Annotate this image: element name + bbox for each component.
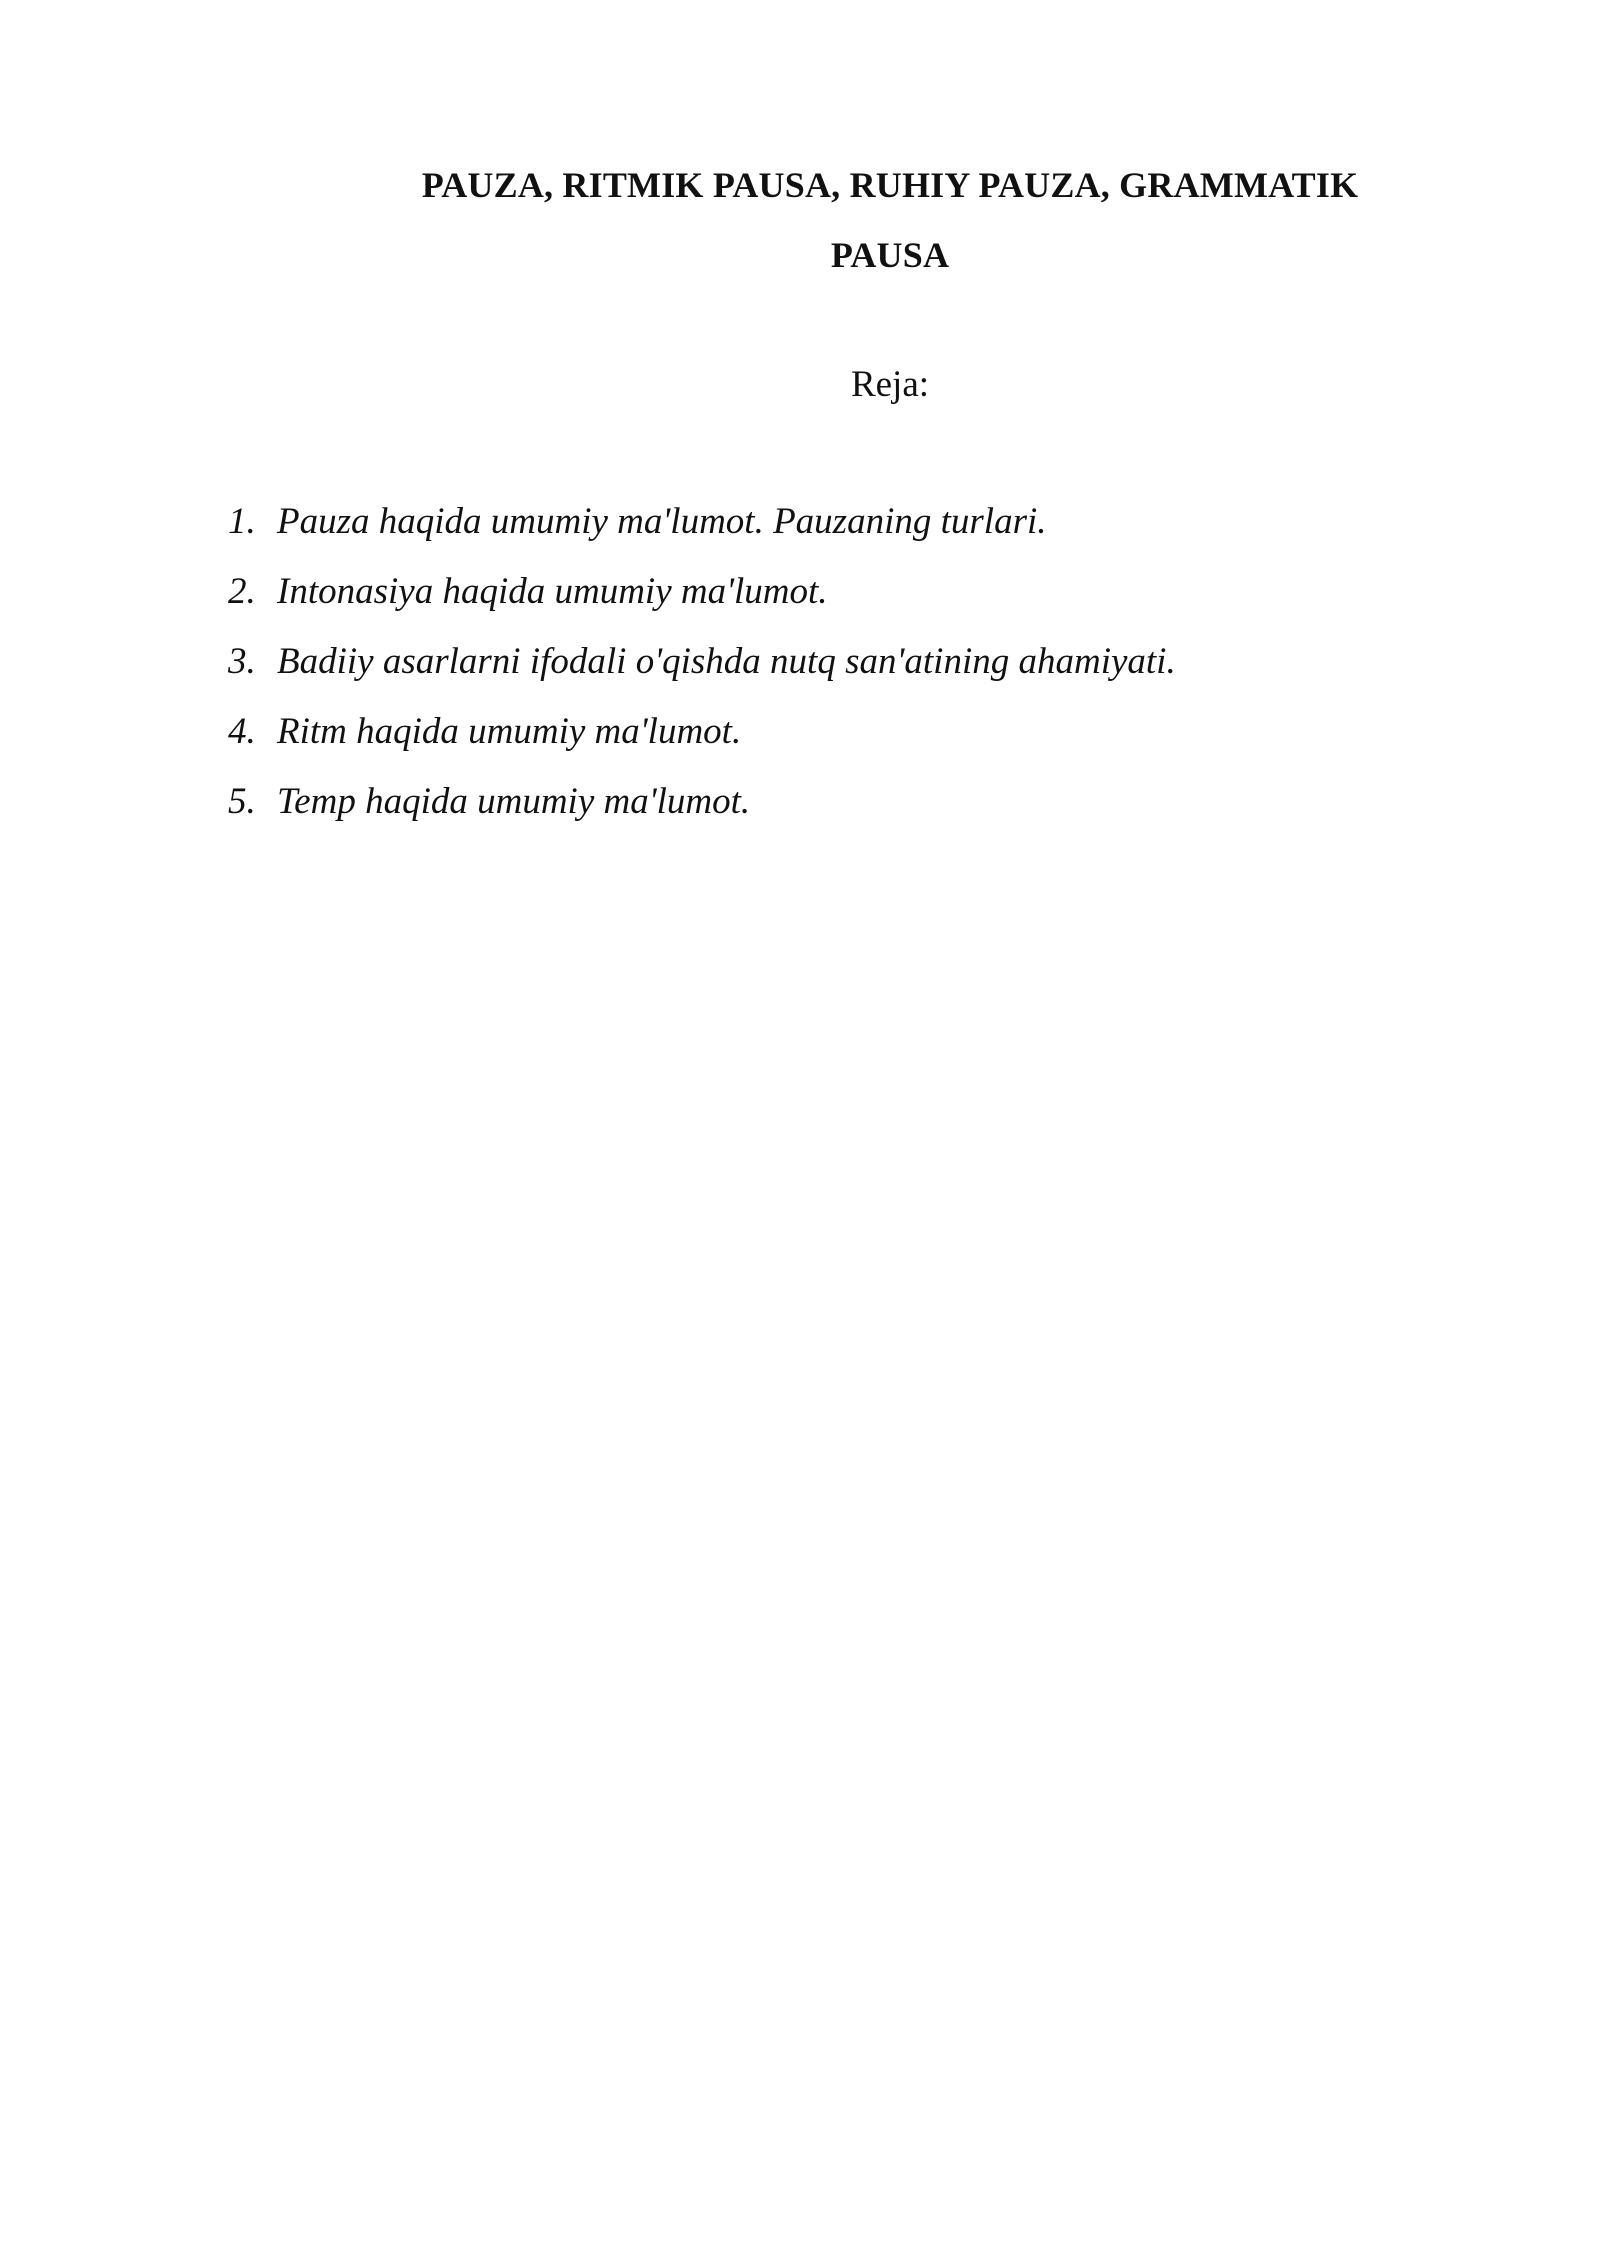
plan-item-number: 1. xyxy=(228,501,256,542)
plan-item-number: 2. xyxy=(228,571,256,612)
plan-item-text: Temp haqida umumiy ma'lumot. xyxy=(277,781,751,822)
plan-item-number: 4. xyxy=(228,711,256,752)
page-title xyxy=(340,150,1440,290)
plan-heading: Reja: xyxy=(850,364,930,405)
plan-item xyxy=(228,497,1428,567)
plan-item xyxy=(228,567,1428,637)
plan-item xyxy=(228,637,1428,707)
plan-item-text: Intonasiya haqida umumiy ma'lumot. xyxy=(277,571,828,612)
plan-item xyxy=(228,707,1428,777)
plan-list xyxy=(228,497,1428,847)
plan-item-number: 3. xyxy=(228,641,256,682)
plan-item xyxy=(228,777,1428,847)
title-line-2: PAUSA xyxy=(830,235,950,275)
title-line-1: PAUZA, RITMIK PAUSA, RUHIY PAUZA, GRAMMATIK xyxy=(421,165,1359,205)
plan-item-text: Ritm haqida umumiy ma'lumot. xyxy=(277,711,742,752)
plan-item-text: Pauza haqida umumiy ma'lumot. Pauzaning turlari. xyxy=(277,501,1047,542)
plan-item-number: 5. xyxy=(228,781,256,822)
plan-item-text: Badiiy asarlarni ifodali o'qishda nutq san'atining ahamiyati. xyxy=(277,641,1176,682)
